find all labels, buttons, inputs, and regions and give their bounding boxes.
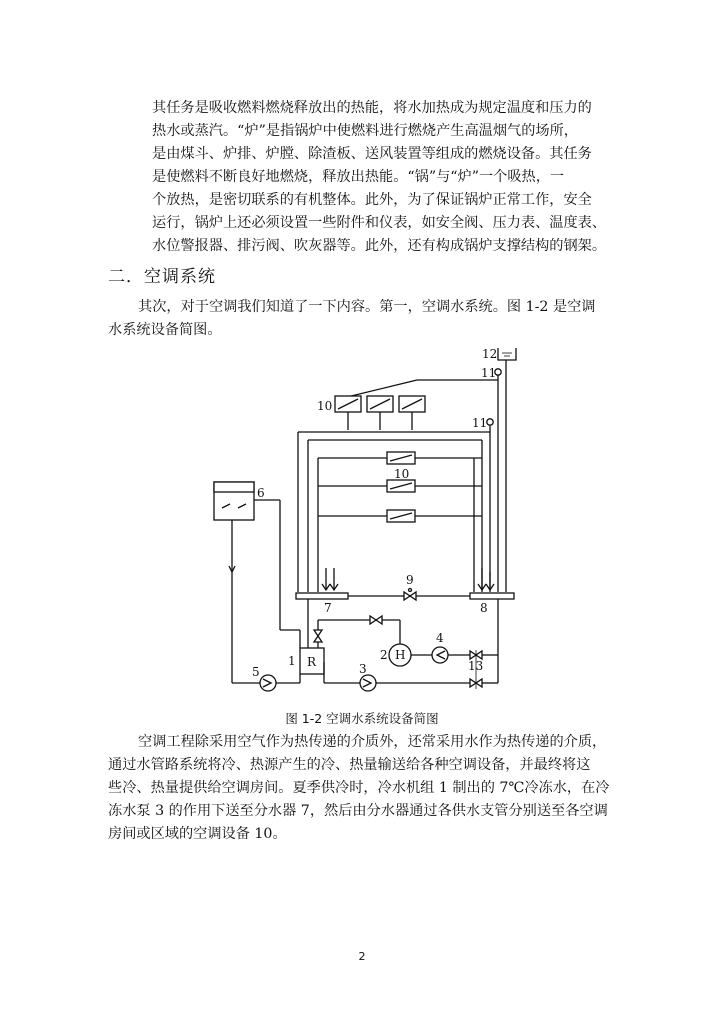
text-line: 水系统设备简图。 [108, 322, 222, 338]
label-6: 6 [257, 486, 265, 500]
text-line: 热水或蒸汽。“炉”是指锅炉中使燃料进行燃烧产生高温烟气的场所， [152, 123, 578, 139]
text-line: 冻水泵 3 的作用下送至分水器 7，然后由分水器通过各供水支管分别送至各空调 [108, 803, 608, 819]
heater-label: H [395, 648, 406, 662]
text-line: 通过水管路系统将冷、热源产生的冷、热量输送给各种空调设备，并最终将这 [108, 757, 591, 773]
label-11: 11 [472, 416, 488, 430]
label-2: 2 [380, 648, 388, 662]
text-line: 些冷、热量提供给空调房间。夏季供冷时，冷水机组 1 制出的 7℃冷冻水，在冷 [108, 780, 610, 796]
expansion-tank-12 [498, 348, 516, 360]
text-line: 是由煤斗、炉排、炉膛、除渣板、送风装置等组成的燃烧设备。其任务 [152, 146, 592, 162]
hvac-water-system-diagram [200, 340, 530, 702]
label-7: 7 [324, 601, 332, 615]
text-line: 其任务是吸收燃料燃烧释放出的热能，将水加热成为规定温度和压力的 [152, 100, 592, 116]
label-12: 12 [482, 347, 498, 361]
chiller-label: R [307, 655, 317, 669]
text-line: 房间或区域的空调设备 10。 [108, 826, 287, 842]
text-line: 空调工程除采用空气作为热传递的介质外，还常采用水作为热传递的介质， [138, 734, 607, 750]
label-3: 3 [359, 662, 367, 676]
label-4: 4 [436, 631, 444, 645]
text-line: 水位警报器、排污阀、吹灰器等。此外，还有构成锅炉支撑结构的钢架。 [152, 238, 607, 254]
label-11: 11 [481, 366, 497, 380]
text-line: 运行，锅炉上还必须设置一些附件和仪表，如安全阀、压力表、温度表、 [152, 215, 607, 231]
label-5: 5 [252, 665, 260, 679]
text-line: 其次，对于空调我们知道了一下内容。第一，空调水系统。图 1-2 是空调 [138, 299, 596, 315]
label-13: 13 [468, 659, 484, 673]
label-9: 9 [406, 573, 414, 587]
label-8: 8 [480, 601, 488, 615]
label-10: 10 [394, 467, 410, 481]
text-line: 是使燃料不断良好地燃烧，释放出热能。“锅”与“炉”一个吸热，一 [152, 169, 565, 185]
section-heading: 二．空调系统 [108, 267, 216, 287]
page-number: 2 [358, 950, 366, 963]
label-10: 10 [317, 399, 333, 413]
label-1: 1 [288, 654, 296, 668]
figure-caption: 图 1-2 空调水系统设备简图 [285, 711, 439, 726]
text-line: 个放热，是密切联系的有机整体。此外，为了保证锅炉正常工作，安全 [152, 192, 592, 208]
